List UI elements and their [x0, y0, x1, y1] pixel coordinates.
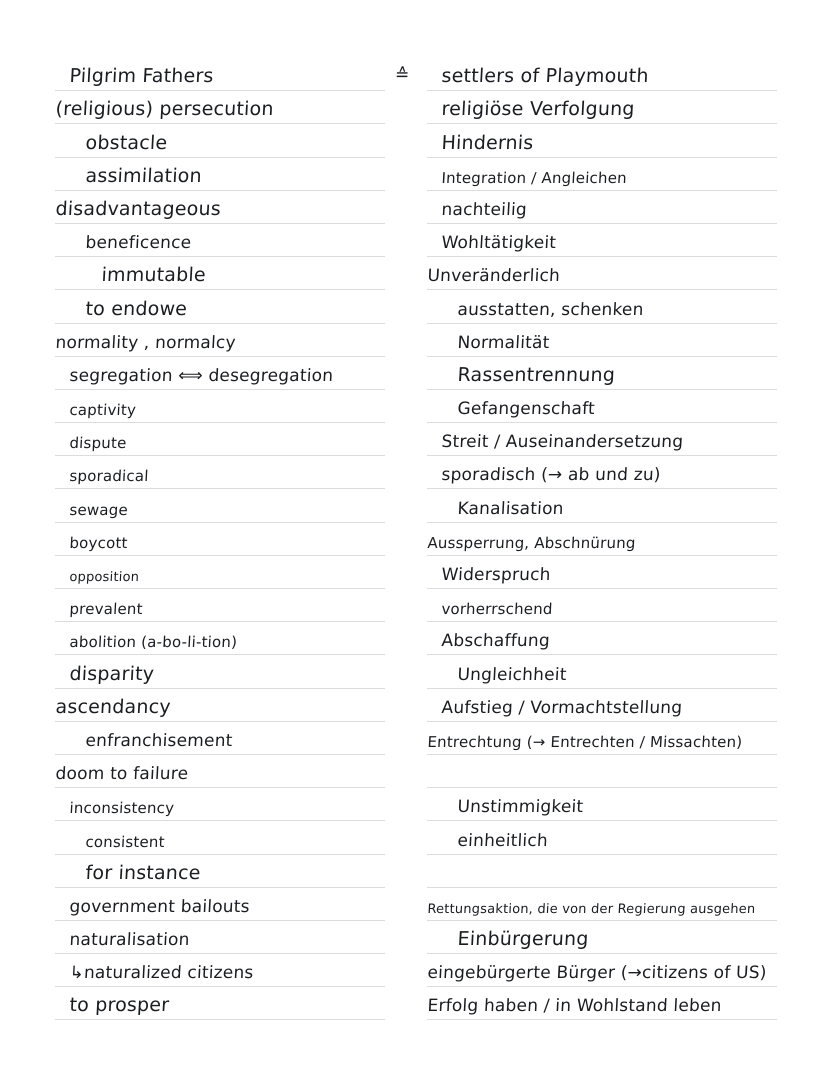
english-term: doom to failure	[55, 764, 189, 785]
english-term: naturalisation	[69, 930, 191, 951]
vocabulary-row	[55, 821, 777, 854]
vocabulary-row	[55, 954, 777, 987]
english-term: obstacle	[85, 131, 168, 154]
vocabulary-row	[55, 589, 777, 622]
german-translation: einheitlich	[457, 830, 549, 851]
german-translation: Integration / Angleichen	[441, 168, 628, 187]
english-term: to endowe	[85, 297, 188, 320]
german-translation: Unstimmigkeit	[457, 797, 584, 818]
english-term: dispute	[69, 434, 127, 453]
english-term: ↳naturalized citizens	[69, 963, 255, 984]
english-term: prevalent	[69, 600, 144, 619]
german-translation: Einbürgerung	[457, 928, 590, 951]
rule-line-left	[55, 1019, 385, 1020]
vocabulary-row	[55, 191, 777, 224]
german-translation: nachteilig	[441, 199, 528, 220]
vocabulary-row	[55, 357, 777, 390]
vocabulary-row	[55, 290, 777, 323]
english-term: disadvantageous	[55, 197, 222, 220]
german-translation: religiöse Verfolgung	[441, 98, 636, 121]
vocabulary-row	[55, 456, 777, 489]
vocabulary-row	[55, 390, 777, 423]
english-term: boycott	[69, 533, 129, 552]
vocabulary-row	[55, 257, 777, 290]
german-translation: Unveränderlich	[427, 266, 561, 287]
vocabulary-row	[55, 523, 777, 556]
vocabulary-row	[55, 158, 777, 191]
vocabulary-row	[55, 722, 777, 755]
vocabulary-row	[55, 556, 777, 589]
german-translation: Rettungsaktion, die von der Regierung ausgehen	[427, 901, 756, 917]
german-translation: Erfolg haben / in Wohlstand leben	[427, 996, 723, 1017]
german-translation: settlers of Playmouth	[441, 65, 650, 88]
english-term: segregation ⟺ desegregation	[69, 365, 334, 386]
vocabulary-row	[55, 655, 777, 688]
english-term: assimilation	[85, 164, 203, 187]
vocabulary-row	[55, 855, 777, 888]
vocabulary-row	[55, 324, 777, 357]
german-translation: Rassentrennung	[457, 363, 616, 386]
english-term: opposition	[69, 570, 140, 585]
english-term: sewage	[69, 500, 129, 519]
rule-line-right	[427, 1019, 777, 1020]
vocabulary-row	[55, 788, 777, 821]
english-term: consistent	[85, 832, 166, 851]
vocabulary-row	[55, 124, 777, 157]
english-term: for instance	[85, 861, 202, 884]
vocabulary-row	[55, 91, 777, 124]
german-translation: ausstatten, schenken	[457, 299, 645, 320]
english-term: (religious) persecution	[55, 98, 275, 121]
vocabulary-row	[55, 622, 777, 655]
german-translation: Entrechtung (→ Entrechten / Missachten)	[427, 732, 743, 751]
equivalence-symbol: ≙	[394, 65, 410, 86]
vocabulary-row	[55, 423, 777, 456]
vocabulary-row	[55, 755, 777, 788]
english-term: normality , normalcy	[55, 332, 237, 353]
vocabulary-list	[55, 58, 777, 1020]
vocabulary-row	[55, 987, 777, 1020]
english-term: immutable	[101, 264, 207, 287]
english-term: captivity	[69, 401, 137, 420]
english-term: inconsistency	[69, 799, 175, 818]
german-translation: Widerspruch	[441, 565, 552, 585]
german-translation: Aussperrung, Abschnürung	[427, 533, 637, 552]
german-translation: Abschaffung	[441, 631, 551, 652]
german-translation: Wohltätigkeit	[441, 233, 557, 254]
english-term: beneficence	[85, 233, 192, 254]
german-translation: vorherrschend	[441, 600, 554, 619]
english-term: abolition (a-bo-li-tion)	[69, 633, 238, 652]
english-term: government bailouts	[69, 896, 251, 917]
vocabulary-row	[55, 489, 777, 522]
german-translation: Aufstieg / Vormachtstellung	[441, 697, 683, 718]
english-term: ascendancy	[55, 695, 172, 718]
german-translation: Kanalisation	[457, 498, 565, 519]
english-term: enfranchisement	[85, 730, 234, 751]
vocabulary-row	[55, 58, 777, 91]
english-term: to prosper	[69, 994, 170, 1017]
german-translation: Streit / Auseinandersetzung	[441, 432, 684, 453]
german-translation: Ungleichheit	[457, 664, 568, 685]
german-translation: Hindernis	[441, 131, 535, 154]
english-term: Pilgrim Fathers	[69, 65, 215, 88]
german-translation: Normalität	[457, 332, 551, 353]
vocabulary-row	[55, 888, 777, 921]
english-term: disparity	[69, 662, 155, 685]
vocabulary-row	[55, 224, 777, 257]
vocabulary-row	[55, 689, 777, 722]
english-term: sporadical	[69, 467, 150, 486]
vocabulary-row	[55, 921, 777, 954]
german-translation: eingebürgerte Bürger (→citizens of US)	[427, 963, 768, 984]
german-translation: Gefangenschaft	[457, 399, 596, 420]
german-translation: sporadisch (→ ab und zu)	[441, 465, 662, 486]
